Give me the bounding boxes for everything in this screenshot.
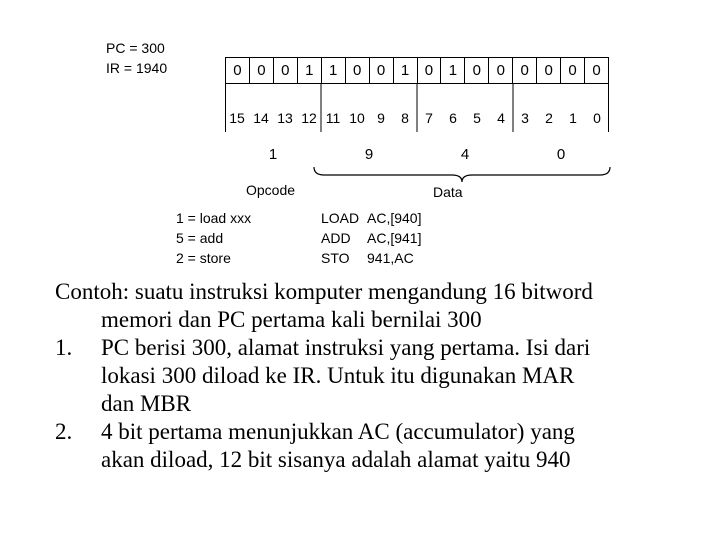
bit-cell: 0 xyxy=(537,58,561,83)
mnemonic: STO xyxy=(321,250,350,266)
hex-field-value: 9 xyxy=(364,146,374,163)
operand: AC,[941] xyxy=(367,230,422,246)
intro-line: memori dan PC pertama kali bernilai 300 xyxy=(101,307,482,332)
bit-index: 0 xyxy=(593,110,601,126)
bit-index: 7 xyxy=(425,110,433,126)
hex-field-value: 4 xyxy=(460,146,470,163)
list-line: akan diload, 12 bit sisanya adalah alamat yaitu 940 xyxy=(101,447,571,472)
list-line: dan MBR xyxy=(101,391,192,416)
bit-index: 2 xyxy=(545,110,553,126)
list-line: lokasi 300 diload ke IR. Untuk itu digunakan MAR xyxy=(101,363,575,388)
bit-cell: 0 xyxy=(346,58,370,83)
bit-index: 3 xyxy=(521,110,529,126)
opcode-legend-item: 1 = load xxx xyxy=(176,210,252,226)
data-label: Data xyxy=(433,184,463,200)
opcode-legend-item: 2 = store xyxy=(176,250,231,266)
list-item-2 xyxy=(55,418,715,446)
mnemonic-list xyxy=(321,208,359,268)
bit-index: 5 xyxy=(473,110,481,126)
bit-cell: 0 xyxy=(489,58,513,83)
bit-index: 14 xyxy=(253,110,269,126)
operand: AC,[940] xyxy=(367,210,422,226)
mnemonic: ADD xyxy=(321,230,351,246)
opcode-legend-item: 5 = add xyxy=(176,230,224,246)
bit-index: 13 xyxy=(277,110,293,126)
pc-register-label: PC = 300 xyxy=(106,40,165,56)
bit-cell: 0 xyxy=(370,58,394,83)
bit-index: 11 xyxy=(325,110,341,126)
bit-index: 9 xyxy=(377,110,385,126)
bit-cell: 0 xyxy=(561,58,585,83)
list-item-1 xyxy=(55,334,715,362)
list-number: 1. xyxy=(55,335,73,360)
explanation-text xyxy=(55,278,715,474)
bit-cell: 1 xyxy=(322,58,346,83)
hex-field-value: 1 xyxy=(268,146,278,163)
operand: 941,AC xyxy=(367,250,414,266)
bit-cell: 0 xyxy=(226,58,250,83)
hex-field-value: 0 xyxy=(556,146,566,163)
bit-index: 4 xyxy=(497,110,505,126)
bit-index-row xyxy=(225,110,609,126)
bit-cell: 1 xyxy=(298,58,322,83)
opcode-label: Opcode xyxy=(246,182,296,198)
bit-index: 12 xyxy=(301,110,317,126)
intro-line: Contoh: suatu instruksi komputer mengandung 16 bitword xyxy=(55,279,593,304)
bit-cell: 0 xyxy=(250,58,274,83)
bit-index: 1 xyxy=(569,110,577,126)
bit-cell: 0 xyxy=(592,62,601,79)
bit-cell: 0 xyxy=(513,58,537,83)
bit-cell: 0 xyxy=(274,58,298,83)
list-number: 2. xyxy=(55,419,73,444)
mnemonic: LOAD xyxy=(321,210,360,226)
bit-cell: 0 xyxy=(465,58,489,83)
data-brace xyxy=(312,165,612,183)
list-line: PC berisi 300, alamat instruksi yang pertama. Isi dari xyxy=(101,335,591,360)
ir-register-label: IR = 1940 xyxy=(106,60,168,76)
bit-index: 6 xyxy=(449,110,457,126)
bit-index: 15 xyxy=(229,110,245,126)
opcode-legend xyxy=(176,208,251,268)
list-line: 4 bit pertama menunjukkan AC (accumulator) yang xyxy=(101,419,575,444)
bit-index: 8 xyxy=(401,110,409,126)
bit-cell: 1 xyxy=(394,58,418,83)
operand-list xyxy=(367,208,421,268)
bit-cell: 0 xyxy=(418,58,442,83)
bit-index: 10 xyxy=(349,110,365,126)
hex-field-row xyxy=(225,147,609,163)
bit-cell: 1 xyxy=(441,58,465,83)
instruction-bit-register xyxy=(225,57,609,84)
